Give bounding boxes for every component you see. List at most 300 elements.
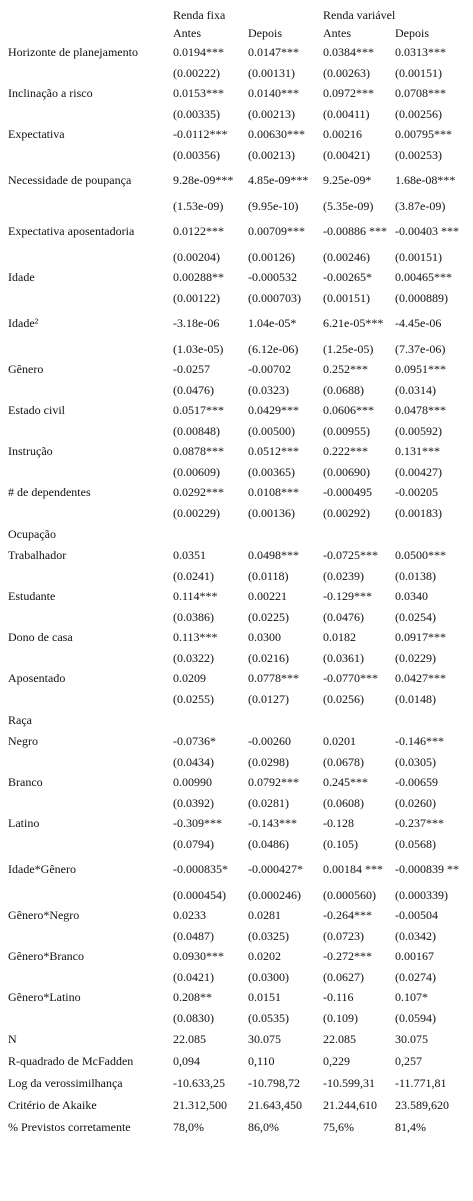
- coefficient-cell: 0.0313***: [395, 45, 446, 59]
- coefficient-cell: -0.00659: [395, 775, 438, 789]
- standard-error-cell: (6.12e-06): [248, 341, 299, 356]
- variable-label: Trabalhador: [8, 548, 67, 562]
- coefficient-cell: 0.252***: [323, 362, 368, 376]
- standard-error-cell: (0.00213): [248, 147, 295, 162]
- variable-label: Inclinação a risco: [8, 86, 93, 100]
- standard-error-row: [8, 379, 468, 400]
- coefficient-cell: 0.0182: [323, 630, 356, 644]
- standard-error-cell: (0.0118): [248, 568, 289, 583]
- coefficient-cell: 0.0292***: [173, 485, 224, 499]
- empty-label-cell: [8, 565, 173, 586]
- coefficient-row: [8, 813, 468, 833]
- standard-error-cell: (0.00421): [323, 147, 370, 162]
- coefficient-cell: 0.113***: [173, 630, 218, 644]
- standard-error-cell: (0.00151): [395, 249, 442, 264]
- standard-error-cell: (0.0127): [248, 691, 289, 706]
- variable-label: Expectativa aposentadoria: [8, 224, 135, 238]
- standard-error-row: [8, 461, 468, 482]
- standard-error-cell: (0.0239): [323, 568, 364, 583]
- standard-error-cell: (0.0138): [395, 568, 436, 583]
- standard-error-cell: (0.00183): [395, 505, 442, 520]
- coefficient-cell: -0.000532: [248, 270, 297, 284]
- coefficient-cell: -0.00504: [395, 908, 438, 922]
- variable-label: Gênero*Branco: [8, 949, 84, 963]
- variable-label: Idade*Gênero: [8, 862, 76, 876]
- standard-error-cell: (0.0535): [248, 1010, 289, 1025]
- statistic-value: 22.085: [323, 1032, 356, 1046]
- empty-label-cell: [8, 884, 173, 905]
- standard-error-cell: (0.0314): [395, 382, 436, 397]
- empty-label-cell: [8, 966, 173, 987]
- empty-label-cell: [8, 751, 173, 772]
- coefficient-cell: 9.28e-09***: [173, 173, 234, 187]
- standard-error-row: [8, 1007, 468, 1028]
- coefficient-row: [8, 772, 468, 792]
- regression-table: [8, 6, 468, 1138]
- statistic-value: 81,4%: [395, 1120, 426, 1134]
- statistic-value: 0,229: [323, 1054, 350, 1068]
- statistic-row: [8, 1116, 468, 1138]
- coefficient-cell: 0.0202: [248, 949, 281, 963]
- section-heading-row: [8, 709, 468, 731]
- coefficient-cell: 0.0108***: [248, 485, 299, 499]
- empty-label-cell: [8, 461, 173, 482]
- section-heading-row: [8, 523, 468, 545]
- coefficient-cell: 0.131***: [395, 444, 440, 458]
- standard-error-cell: (0.00411): [323, 106, 370, 121]
- coefficient-cell: 0.0792***: [248, 775, 299, 789]
- standard-error-cell: (0.0323): [248, 382, 289, 397]
- coefficient-cell: -0.0257: [173, 362, 210, 376]
- standard-error-row: [8, 287, 468, 308]
- standard-error-cell: (0.0608): [323, 795, 364, 810]
- variable-label: Estudante: [8, 589, 56, 603]
- standard-error-row: [8, 925, 468, 946]
- coefficient-row: [8, 267, 468, 287]
- standard-error-cell: (0.0216): [248, 650, 289, 665]
- empty-label-cell: [8, 62, 173, 83]
- coefficient-row: [8, 124, 468, 144]
- standard-error-row: [8, 792, 468, 813]
- standard-error-cell: (9.95e-10): [248, 198, 299, 213]
- coefficient-cell: -0.000427*: [248, 862, 303, 876]
- standard-error-cell: (0.0225): [248, 609, 289, 624]
- coefficient-row: [8, 627, 468, 647]
- coefficient-row: [8, 586, 468, 606]
- standard-error-cell: (0.00848): [173, 423, 220, 438]
- statistic-value: 21.244,610: [323, 1098, 377, 1112]
- empty-label-cell: [8, 144, 173, 165]
- table-body: [8, 42, 468, 1138]
- empty-label-cell: [8, 792, 173, 813]
- statistic-row: [8, 1094, 468, 1116]
- variable-label: Idade²: [8, 316, 39, 330]
- standard-error-row: [8, 246, 468, 267]
- standard-error-cell: (0.00592): [395, 423, 442, 438]
- variable-label: # de dependentes: [8, 485, 91, 499]
- coefficient-cell: 0.0281: [248, 908, 281, 922]
- standard-error-row: [8, 565, 468, 586]
- coefficient-row: [8, 668, 468, 688]
- standard-error-cell: (0.00122): [173, 290, 220, 305]
- coefficient-cell: 0.0340: [395, 589, 428, 603]
- coefficient-row: [8, 731, 468, 751]
- variable-label: Gênero*Latino: [8, 990, 81, 1004]
- standard-error-cell: (0.0568): [395, 836, 436, 851]
- coefficient-cell: 0.0606***: [323, 403, 374, 417]
- standard-error-row: [8, 144, 468, 165]
- coefficient-cell: -0.000495: [323, 485, 372, 499]
- standard-error-cell: (0.0486): [248, 836, 289, 851]
- coefficient-cell: 0.0122***: [173, 224, 224, 238]
- statistic-value: 30.075: [248, 1032, 281, 1046]
- standard-error-cell: (0.0794): [173, 836, 214, 851]
- coefficient-cell: -0.0725***: [323, 548, 378, 562]
- coefficient-cell: 0.222***: [323, 444, 368, 458]
- coefficient-row: [8, 308, 468, 338]
- coefficient-row: [8, 854, 468, 884]
- statistic-value: -10.798,72: [248, 1076, 300, 1090]
- variable-label: Necessidade de poupança: [8, 173, 132, 187]
- empty-label-cell: [8, 379, 173, 400]
- standard-error-row: [8, 966, 468, 987]
- standard-error-cell: (0.00955): [323, 423, 370, 438]
- coefficient-cell: -0.128: [323, 816, 354, 830]
- statistic-label: R-quadrado de McFadden: [8, 1054, 134, 1068]
- coefficient-cell: 0.0972***: [323, 86, 374, 100]
- standard-error-cell: (0.00690): [323, 464, 370, 479]
- coefficient-row: [8, 216, 468, 246]
- coefficient-cell: 0.0512***: [248, 444, 299, 458]
- statistic-row: [8, 1072, 468, 1094]
- statistic-value: -11.771,81: [395, 1076, 447, 1090]
- standard-error-cell: (3.87e-09): [395, 198, 446, 213]
- column-header-depois: Depois: [248, 26, 282, 40]
- standard-error-cell: (0.00609): [173, 464, 220, 479]
- coefficient-cell: -0.00403 ***: [395, 224, 459, 238]
- variable-label: Expectativa: [8, 127, 65, 141]
- coefficient-cell: 0.0153***: [173, 86, 224, 100]
- coefficient-cell: 4.85e-09***: [248, 173, 309, 187]
- coefficient-cell: 6.21e-05***: [323, 316, 384, 330]
- variable-label: Idade: [8, 270, 35, 284]
- standard-error-cell: (0.00151): [395, 65, 442, 80]
- coefficient-row: [8, 946, 468, 966]
- coefficient-cell: 0.0930***: [173, 949, 224, 963]
- coefficient-cell: 0.0201: [323, 734, 356, 748]
- variable-label: Gênero: [8, 362, 44, 376]
- standard-error-cell: (0.00131): [248, 65, 295, 80]
- statistic-value: 0,094: [173, 1054, 200, 1068]
- coefficient-cell: 0.00184 ***: [323, 862, 383, 876]
- coefficient-row: [8, 400, 468, 420]
- standard-error-row: [8, 833, 468, 854]
- standard-error-row: [8, 338, 468, 359]
- coefficient-cell: 0.0140***: [248, 86, 299, 100]
- coefficient-row: [8, 905, 468, 925]
- standard-error-cell: (0.00126): [248, 249, 295, 264]
- standard-error-cell: (0.00213): [248, 106, 295, 121]
- empty-label-cell: [8, 103, 173, 124]
- coefficient-cell: 0.0951***: [395, 362, 446, 376]
- section-heading: Ocupação: [8, 527, 56, 541]
- coefficient-cell: -0.309***: [173, 816, 222, 830]
- standard-error-cell: (0.0281): [248, 795, 289, 810]
- standard-error-cell: (0.000339): [395, 887, 448, 902]
- empty-label-cell: [8, 647, 173, 668]
- coefficient-cell: -0.00205: [395, 485, 438, 499]
- standard-error-row: [8, 502, 468, 523]
- standard-error-row: [8, 420, 468, 441]
- coefficient-cell: 0.0778***: [248, 671, 299, 685]
- standard-error-cell: (0.0229): [395, 650, 436, 665]
- standard-error-cell: (0.0298): [248, 754, 289, 769]
- statistic-row: [8, 1050, 468, 1072]
- empty-label-cell: [8, 606, 173, 627]
- standard-error-row: [8, 751, 468, 772]
- statistic-value: 0,110: [248, 1054, 275, 1068]
- coefficient-cell: 0.0429***: [248, 403, 299, 417]
- variable-label: Gênero*Negro: [8, 908, 80, 922]
- standard-error-cell: (0.00356): [173, 147, 220, 162]
- section-heading: Raça: [8, 713, 32, 727]
- standard-error-cell: (0.0342): [395, 928, 436, 943]
- empty-label-cell: [8, 338, 173, 359]
- standard-error-cell: (0.0241): [173, 568, 214, 583]
- statistic-value: 22.085: [173, 1032, 206, 1046]
- coefficient-cell: -0.00260: [248, 734, 291, 748]
- coefficient-cell: 0.0517***: [173, 403, 224, 417]
- standard-error-cell: (0.00229): [173, 505, 220, 520]
- standard-error-cell: (0.000454): [173, 887, 226, 902]
- standard-error-cell: (0.0434): [173, 754, 214, 769]
- statistic-value: -10.599,31: [323, 1076, 375, 1090]
- standard-error-cell: (0.00256): [395, 106, 442, 121]
- standard-error-cell: (0.0305): [395, 754, 436, 769]
- standard-error-cell: (0.0148): [395, 691, 436, 706]
- standard-error-cell: (0.0386): [173, 609, 214, 624]
- coefficient-cell: -0.00265*: [323, 270, 372, 284]
- standard-error-cell: (0.0594): [395, 1010, 436, 1025]
- standard-error-cell: (0.0274): [395, 969, 436, 984]
- standard-error-row: [8, 103, 468, 124]
- statistic-value: 86,0%: [248, 1120, 279, 1134]
- standard-error-row: [8, 606, 468, 627]
- coefficient-cell: 0.0151: [248, 990, 281, 1004]
- standard-error-cell: (0.000889): [395, 290, 448, 305]
- coefficient-cell: -4.45e-06: [395, 316, 442, 330]
- standard-error-cell: (0.000560): [323, 887, 376, 902]
- coefficient-cell: -0.143***: [248, 816, 297, 830]
- empty-label-cell: [8, 833, 173, 854]
- variable-label: Horizonte de planejamento: [8, 45, 138, 59]
- empty-label-cell: [8, 287, 173, 308]
- coefficient-row: [8, 165, 468, 195]
- coefficient-cell: 0.00795***: [395, 127, 452, 141]
- coefficient-cell: 0.0500***: [395, 548, 446, 562]
- standard-error-cell: (0.00222): [173, 65, 220, 80]
- coefficient-cell: 0.00216: [323, 127, 362, 141]
- coefficient-row: [8, 83, 468, 103]
- coefficient-cell: 9.25e-09*: [323, 173, 372, 187]
- coefficient-row: [8, 359, 468, 379]
- empty-label-cell: [8, 420, 173, 441]
- column-header-antes: Antes: [173, 26, 201, 40]
- standard-error-cell: (5.35e-09): [323, 198, 374, 213]
- standard-error-cell: (0.0254): [395, 609, 436, 624]
- coefficient-cell: -0.129***: [323, 589, 372, 603]
- standard-error-cell: (0.0255): [173, 691, 214, 706]
- coefficient-cell: -0.0736*: [173, 734, 216, 748]
- standard-error-cell: (0.0723): [323, 928, 364, 943]
- coefficient-cell: 0.00990: [173, 775, 212, 789]
- coefficient-cell: 0.107*: [395, 990, 428, 1004]
- coefficient-cell: -0.000835*: [173, 862, 228, 876]
- statistic-value: 78,0%: [173, 1120, 204, 1134]
- empty-label-cell: [8, 688, 173, 709]
- standard-error-cell: (0.0322): [173, 650, 214, 665]
- statistic-label: % Previstos corretamente: [8, 1120, 131, 1134]
- coefficient-row: [8, 482, 468, 502]
- coefficient-row: [8, 987, 468, 1007]
- empty-label-cell: [8, 925, 173, 946]
- coefficient-cell: 0.208**: [173, 990, 212, 1004]
- coefficient-cell: 0.0300: [248, 630, 281, 644]
- group-header-renda-fixa: Renda fixa: [173, 8, 226, 22]
- coefficient-row: [8, 441, 468, 461]
- statistic-value: 21.643,450: [248, 1098, 302, 1112]
- coefficient-cell: 0.0478***: [395, 403, 446, 417]
- coefficient-cell: 0.0917***: [395, 630, 446, 644]
- coefficient-cell: 0.0233: [173, 908, 206, 922]
- coefficient-cell: 0.00288**: [173, 270, 224, 284]
- standard-error-cell: (0.00246): [323, 249, 370, 264]
- statistic-value: 75,6%: [323, 1120, 354, 1134]
- standard-error-cell: (0.0256): [323, 691, 364, 706]
- standard-error-cell: (0.0392): [173, 795, 214, 810]
- standard-error-cell: (0.00151): [323, 290, 370, 305]
- standard-error-cell: (0.0476): [323, 609, 364, 624]
- coefficient-cell: 0.0209: [173, 671, 206, 685]
- coefficient-cell: 0.245***: [323, 775, 368, 789]
- standard-error-cell: (1.53e-09): [173, 198, 224, 213]
- statistic-value: 21.312,500: [173, 1098, 227, 1112]
- coefficient-cell: -0.272***: [323, 949, 372, 963]
- standard-error-cell: (0.00263): [323, 65, 370, 80]
- coefficient-cell: 0.0147***: [248, 45, 299, 59]
- standard-error-cell: (0.00427): [395, 464, 442, 479]
- variable-label: Aposentado: [8, 671, 66, 685]
- coefficient-cell: -0.264***: [323, 908, 372, 922]
- standard-error-cell: (0.0300): [248, 969, 289, 984]
- coefficient-cell: -0.116: [323, 990, 354, 1004]
- statistic-row: [8, 1028, 468, 1050]
- coefficient-cell: 1.04e-05*: [248, 316, 297, 330]
- coefficient-cell: -0.0112***: [173, 127, 228, 141]
- standard-error-cell: (7.37e-06): [395, 341, 446, 356]
- standard-error-cell: (0.109): [323, 1010, 358, 1025]
- variable-label: Dono de casa: [8, 630, 73, 644]
- coefficient-cell: 1.68e-08***: [395, 173, 456, 187]
- standard-error-cell: (0.0325): [248, 928, 289, 943]
- statistic-label: N: [8, 1032, 17, 1046]
- standard-error-cell: (0.105): [323, 836, 358, 851]
- standard-error-cell: (0.0688): [323, 382, 364, 397]
- standard-error-row: [8, 195, 468, 216]
- coefficient-cell: -0.0770***: [323, 671, 378, 685]
- standard-error-cell: (1.25e-05): [323, 341, 374, 356]
- column-header-row: [8, 24, 468, 42]
- standard-error-row: [8, 884, 468, 905]
- group-header-row: [8, 6, 468, 24]
- standard-error-cell: (0.00335): [173, 106, 220, 121]
- coefficient-row: [8, 42, 468, 62]
- standard-error-cell: (0.0361): [323, 650, 364, 665]
- variable-label: Negro: [8, 734, 38, 748]
- coefficient-cell: 0.0498***: [248, 548, 299, 562]
- standard-error-cell: (0.0487): [173, 928, 214, 943]
- column-header-antes: Antes: [323, 26, 351, 40]
- standard-error-row: [8, 688, 468, 709]
- standard-error-cell: (0.0627): [323, 969, 364, 984]
- coefficient-cell: 0.0351: [173, 548, 206, 562]
- coefficient-cell: -0.00702: [248, 362, 291, 376]
- standard-error-cell: (0.00253): [395, 147, 442, 162]
- standard-error-row: [8, 62, 468, 83]
- variable-label: Latino: [8, 816, 40, 830]
- standard-error-cell: (0.0260): [395, 795, 436, 810]
- statistic-value: 23.589,620: [395, 1098, 449, 1112]
- empty-label-cell: [8, 502, 173, 523]
- coefficient-row: [8, 545, 468, 565]
- standard-error-cell: (0.00500): [248, 423, 295, 438]
- statistic-value: 30.075: [395, 1032, 428, 1046]
- statistic-value: 0,257: [395, 1054, 422, 1068]
- coefficient-cell: 0.0427***: [395, 671, 446, 685]
- standard-error-cell: (0.000246): [248, 887, 301, 902]
- statistic-label: Critério de Akaike: [8, 1098, 97, 1112]
- standard-error-cell: (0.0830): [173, 1010, 214, 1025]
- coefficient-cell: -0.237***: [395, 816, 444, 830]
- standard-error-cell: (0.00365): [248, 464, 295, 479]
- coefficient-cell: 0.0194***: [173, 45, 224, 59]
- standard-error-row: [8, 647, 468, 668]
- group-header-renda-variavel: Renda variável: [323, 8, 396, 22]
- coefficient-cell: -0.000839 **: [395, 862, 459, 876]
- coefficient-cell: 0.114***: [173, 589, 218, 603]
- standard-error-cell: (1.03e-05): [173, 341, 224, 356]
- empty-label-cell: [8, 1007, 173, 1028]
- coefficient-cell: -0.00886 ***: [323, 224, 387, 238]
- column-header-depois: Depois: [395, 26, 429, 40]
- statistic-value: -10.633,25: [173, 1076, 225, 1090]
- variable-label: Estado civil: [8, 403, 65, 417]
- coefficient-cell: 0.00465***: [395, 270, 452, 284]
- coefficient-cell: 0.0708***: [395, 86, 446, 100]
- variable-label: Branco: [8, 775, 43, 789]
- variable-label: Instrução: [8, 444, 53, 458]
- coefficient-cell: 0.00167: [395, 949, 434, 963]
- empty-label-cell: [8, 195, 173, 216]
- empty-label-cell: [8, 246, 173, 267]
- coefficient-cell: 0.0878***: [173, 444, 224, 458]
- coefficient-cell: 0.00630***: [248, 127, 305, 141]
- standard-error-cell: (0.00204): [173, 249, 220, 264]
- standard-error-cell: (0.0476): [173, 382, 214, 397]
- standard-error-cell: (0.000703): [248, 290, 301, 305]
- standard-error-cell: (0.0678): [323, 754, 364, 769]
- statistic-label: Log da verossimilhança: [8, 1076, 123, 1090]
